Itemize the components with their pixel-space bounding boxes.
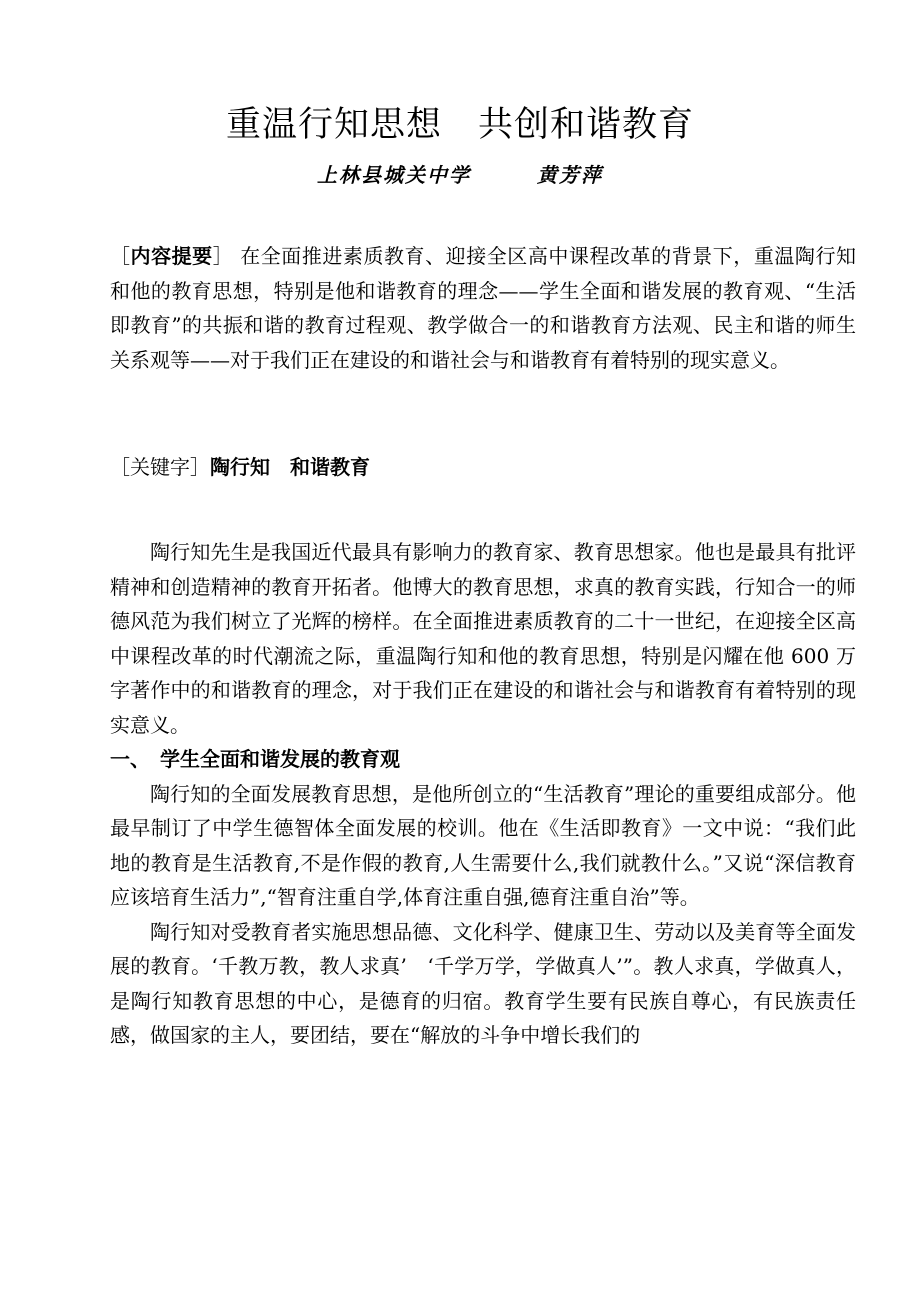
abstract-bracket-close: ］ — [212, 244, 234, 268]
section-paragraph: 陶行知的全面发展教育思想，是他所创立的“生活教育”理论的重要组成部分。他最早制订了中学生德智体全面发展的校训。他在《生活即教育》一文中说：“我们此地的教育是生活教育,不是作假的教育,人生需要什么,我们就教什么。”又说“深信教育应该培育生活力”,“智育注重自学,体育注重自强,德育注重自治”等。 — [110, 781, 856, 909]
section-paragraph: 陶行知对受教育者实施思想品德、文化科学、健康卫生、劳动以及美育等全面发展的教育。‘千教万教，教人求真’ ‘千学万学，学做真人’”。教人求真，学做真人，是陶行知教育思想的中心，是德育的归宿。教育学生要有民族自尊心，有民族责任感，做国家的主人，要团结，要在“解放的斗争中增长我们的 — [110, 919, 856, 1047]
keywords-value: 陶行知 和谐教育 — [210, 455, 370, 479]
section-heading: 一、 学生全面和谐发展的教育观 — [110, 747, 400, 771]
document-title: 重温行知思想 共创和谐教育 — [225, 105, 694, 145]
author-byline: 上林县城关中学 黄芳萍 — [317, 163, 603, 187]
keywords-label: ［关键字］ — [110, 455, 210, 479]
keywords-line — [110, 450, 856, 485]
main-body — [110, 535, 856, 1053]
intro-paragraph: 陶行知先生是我国近代最具有影响力的教育家、教育思想家。他也是最具有批评精神和创造精神的教育开拓者。他博大的教育思想，求真的教育实践，行知合一的师德风范为我们树立了光辉的榜样。在全面推进素质教育的二十一世纪，在迎接全区高中课程改革的时代潮流之际，重温陶行知和他的教育思想，特别是闪耀在他 600 万字著作中的和谐教育的理念，对于我们正在建设的和谐社会与和谐教育有着特别的现实意义。 — [110, 540, 856, 737]
abstract-bracket-open: ［ — [110, 244, 131, 268]
abstract-paragraph — [110, 239, 856, 377]
abstract-section — [110, 239, 856, 377]
abstract-label: 内容提要 — [130, 244, 213, 268]
keywords-section — [110, 450, 856, 485]
abstract-text: 在全面推进素质教育、迎接全区高中课程改革的背景下，重温陶行知和他的教育思想，特别是他和谐教育的理念——学生全面和谐发展的教育观、“生活即教育”的共振和谐的教育过程观、教学做合一的和谐教育方法观、民主和谐的师生关系观等——对于我们正在建设的和谐社会与和谐教育有着特别的现实意义。 — [110, 244, 857, 372]
